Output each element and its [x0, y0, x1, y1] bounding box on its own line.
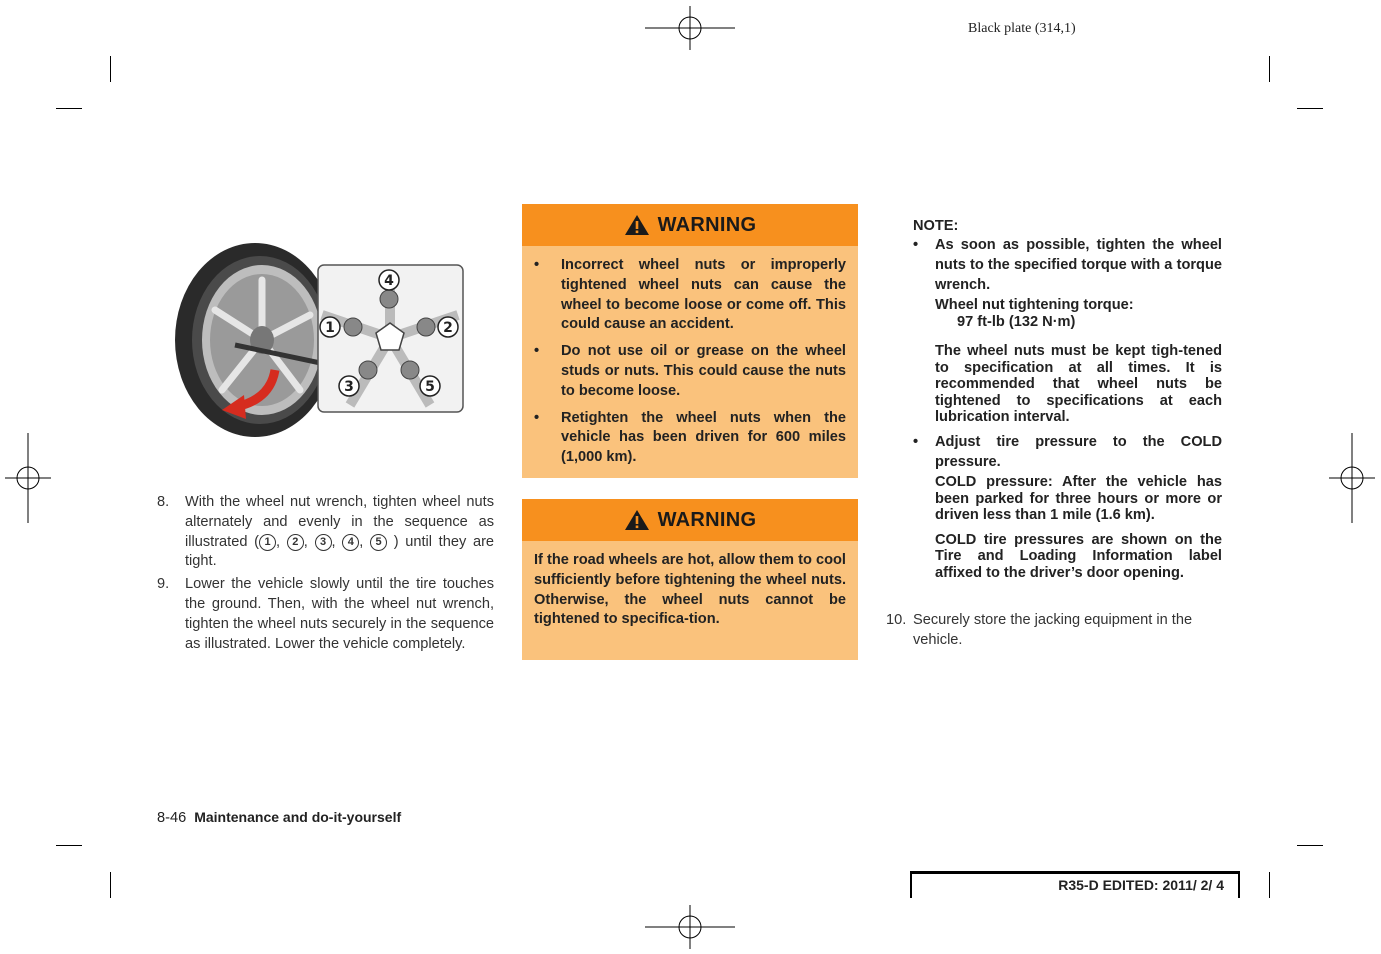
cold-pressure-label-paragraph: COLD tire pressures are shown on the Tire and Loading Information label affixed to the driver’s door opening.: [935, 531, 1222, 581]
warning-bullet: • Retighten the wheel nuts when the vehicle has been driven for 600 miles (1,000 km).: [534, 409, 846, 466]
registration-mark-top: [645, 6, 735, 50]
callout-5: 5: [425, 379, 435, 395]
edited-stamp: R35-D EDITED: 2011/ 2/ 4: [910, 871, 1240, 898]
warning-bullet: • Do not use oil or grease on the wheel studs or nuts. This could cause the nuts to become loose.: [534, 343, 846, 399]
torque-paragraph: The wheel nuts must be kept tigh-tened to specification at all times. It is recommended that wheel nuts be tightened to specifications at each lubrication interval.: [935, 343, 1222, 426]
crop-mark: [1297, 845, 1323, 846]
sequence-circle-1: 1: [259, 534, 276, 551]
note-title: NOTE:: [913, 218, 959, 234]
step-10: [886, 611, 1222, 651]
sequence-circle-5: 5: [370, 534, 387, 551]
plate-label: Black plate (314,1): [968, 21, 1076, 36]
registration-mark-bottom: [645, 905, 735, 949]
sequence-circle-3: 3: [315, 534, 332, 551]
crop-mark: [1297, 108, 1323, 109]
step-number: 8.: [157, 494, 170, 510]
step-9: [157, 575, 494, 654]
step-number: 10.: [886, 612, 907, 628]
warning-header: [522, 499, 858, 541]
sequence-circle-4: 4: [342, 534, 359, 551]
section-title: Maintenance and do-it-yourself: [194, 809, 402, 825]
callout-2: 2: [443, 320, 453, 336]
sequence-circle-2: 2: [287, 534, 304, 551]
warning-bullet: • Incorrect wheel nuts or improperly tightened wheel nuts can cause the wheel to become loose or come off. This could cause an accident.: [534, 257, 846, 333]
crop-mark: [110, 56, 111, 82]
registration-mark-left: [5, 433, 51, 523]
note-section: [913, 218, 1222, 582]
page-footer: [157, 809, 401, 826]
step-text: With the wheel nut wrench, tighten wheel nuts alternately and evenly in the sequence as illustrated ( 1 , 2 , 3 , 4 , 5 ) until they are tight.: [185, 494, 495, 570]
warning-triangle-icon: [624, 214, 650, 236]
steps-list: [157, 493, 494, 657]
warning-title: WARNING: [657, 213, 757, 236]
note-bullet-1: • As soon as possible, tighten the wheel nuts to the specified torque with a torque wrench.: [913, 237, 1222, 293]
warning-box-1: [522, 204, 858, 478]
note-bullet-2: • Adjust tire pressure to the COLD pressure.: [913, 433, 1222, 470]
step-text: Securely store the jacking equipment in the vehicle.: [913, 612, 1193, 648]
torque-label: Wheel nut tightening torque:: [935, 297, 1134, 313]
step-text: Lower the vehicle slowly until the tire touches the ground. Then, with the wheel nut wrench, tighten the wheel nuts securely in the sequence as illustrated. Lower the vehicle completely.: [185, 576, 494, 652]
registration-mark-right: [1329, 433, 1375, 523]
callout-3: 3: [344, 379, 354, 395]
crop-mark: [56, 845, 82, 846]
cold-pressure-paragraph: COLD pressure: After the vehicle has been parked for three hours or more or driven less than 1 mile (1.6 km).: [935, 473, 1222, 524]
callout-1: 1: [325, 320, 335, 336]
warning-header: [522, 204, 858, 246]
crop-mark: [56, 108, 82, 109]
wheel-nut-sequence-illustration: [160, 205, 490, 450]
crop-mark: [1269, 872, 1270, 898]
warning-box-2: [522, 499, 858, 660]
step-8: [157, 493, 494, 572]
crop-mark: [1269, 56, 1270, 82]
warning-triangle-icon: [624, 509, 650, 531]
callout-4: 4: [384, 273, 394, 289]
torque-value: 97 ft-lb (132 N·m): [957, 314, 1076, 330]
step-number: 9.: [157, 576, 170, 593]
crop-mark: [110, 872, 111, 898]
warning-text: If the road wheels are hot, allow them to cool sufficiently before tightening the wheel nuts. Otherwise, the wheel nuts cannot be tightened to specifica-tion.: [534, 552, 846, 628]
warning-title: WARNING: [657, 508, 757, 531]
warning-body: [522, 246, 858, 480]
page-number: 8-46: [157, 810, 187, 826]
